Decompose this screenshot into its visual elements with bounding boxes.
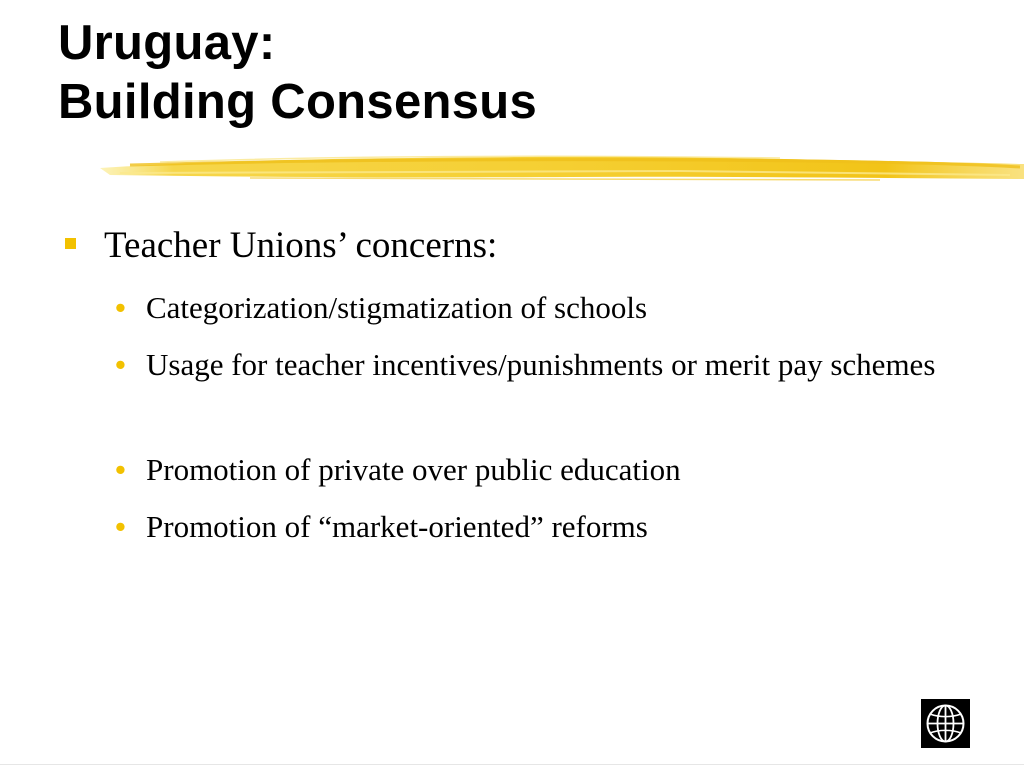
world-bank-globe-icon <box>921 699 970 748</box>
dot-bullet-icon: • <box>115 509 126 544</box>
title-line-2: Building Consensus <box>58 75 538 129</box>
sub-bullet-text: Promotion of private over public education <box>146 452 681 487</box>
sub-bullet-item <box>115 341 966 389</box>
main-bullet-text: Teacher Unions’ concerns: <box>104 225 498 266</box>
sub-bullet-text: Categorization/stigmatization of schools <box>146 290 648 325</box>
dot-bullet-icon: • <box>115 347 126 382</box>
sub-bullet-text: Usage for teacher incentives/punishments or merit pay schemes <box>146 347 936 382</box>
sub-bullet-item <box>115 284 966 332</box>
square-bullet-icon <box>65 238 76 249</box>
sub-bullet-item <box>115 446 966 494</box>
bottom-divider <box>0 764 1024 765</box>
brush-stroke-decoration <box>100 150 1024 190</box>
title-line-1: Uruguay: <box>58 16 276 70</box>
dot-bullet-icon: • <box>115 452 126 487</box>
sub-bullet-text: Promotion of “market-oriented” reforms <box>146 509 648 544</box>
sub-bullet-item <box>115 503 966 551</box>
dot-bullet-icon: • <box>115 290 126 325</box>
slide-title <box>58 14 537 132</box>
